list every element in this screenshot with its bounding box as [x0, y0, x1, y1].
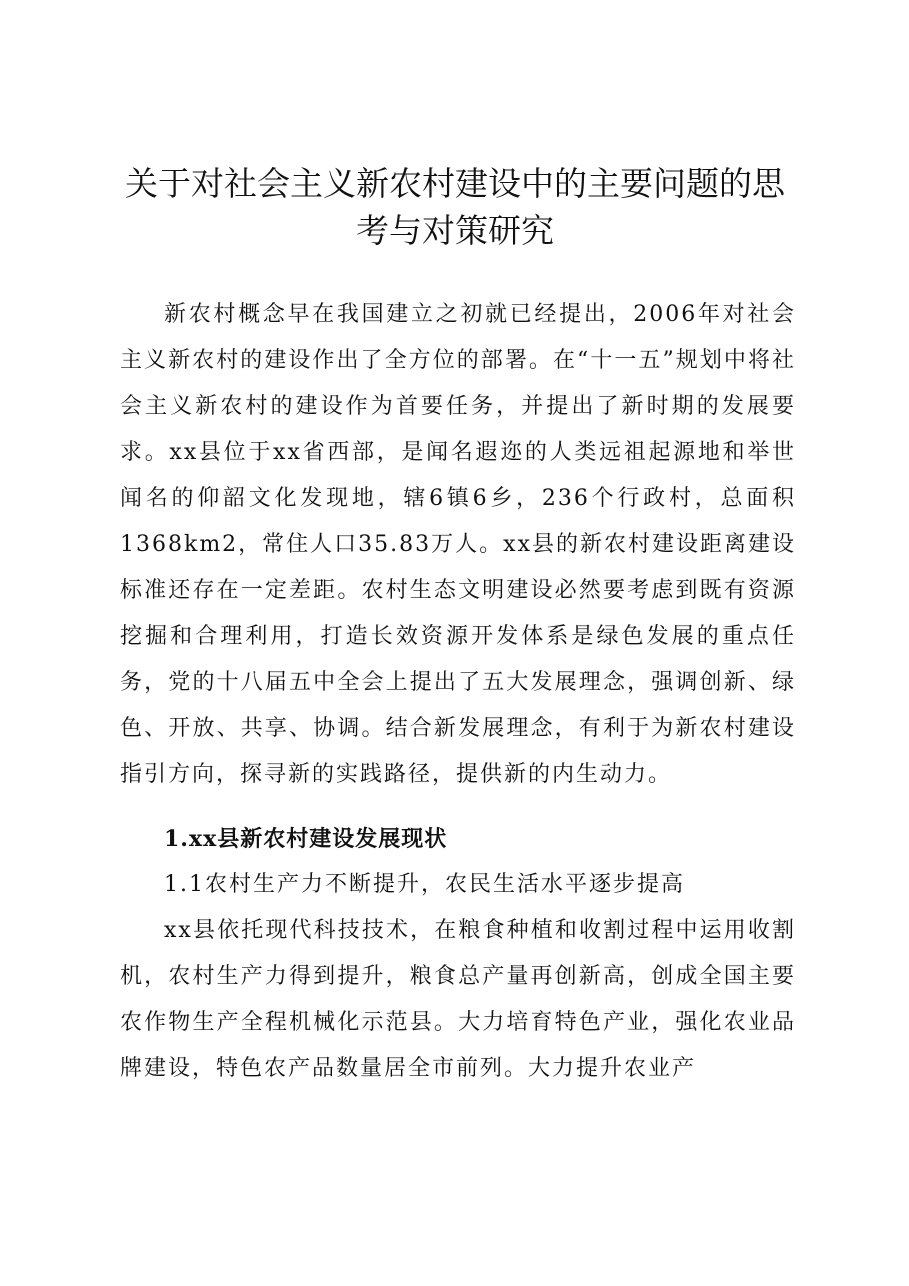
body-paragraph-intro: 新农村概念早在我国建立之初就已经提出，2006年对社会主义新农村的建设作出了全方位的部署。在“十一五”规划中将社会主义新农村的建设作为首要任务，并提出了新时期的发展要求。xx县位于xx省西部，是闻名遐迩的人类远祖起源地和举世闻名的仰韶文化发现地，辖6镇6乡，236个行政村，总面积1368km2，常住人口35.83万人。xx县的新农村建设距离建设标准还存在一定差距。农村生态文明建设必然要考虑到既有资源挖掘和合理利用，打造长效资源开发体系是绿色发展的重点任务，党的十八届五中全会上提出了五大发展理念，强调创新、绿色、开放、共享、协调。结合新发展理念，有利于为新农村建设指引方向，探寻新的实践路径，提供新的内生动力。 — [120, 302, 796, 787]
subsection-heading: 1.1农村生产力不断提升，农民生活水平逐步提高 — [164, 872, 685, 897]
body-paragraph-section: xx县依托现代科技技术，在粮食种植和收割过程中运用收割机，农村生产力得到提升，粮食总产量再创新高，创成全国主要农作物生产全程机械化示范县。大力培育特色产业，强化农业品牌建设，特色农产品数量居全市前列。大力提升农业产 — [120, 918, 796, 1081]
document-title: 关于对社会主义新农村建设中的主要问题的思考与对策研究 — [125, 164, 785, 250]
section-heading: 1.xx县新农村建设发展现状 — [164, 826, 448, 852]
